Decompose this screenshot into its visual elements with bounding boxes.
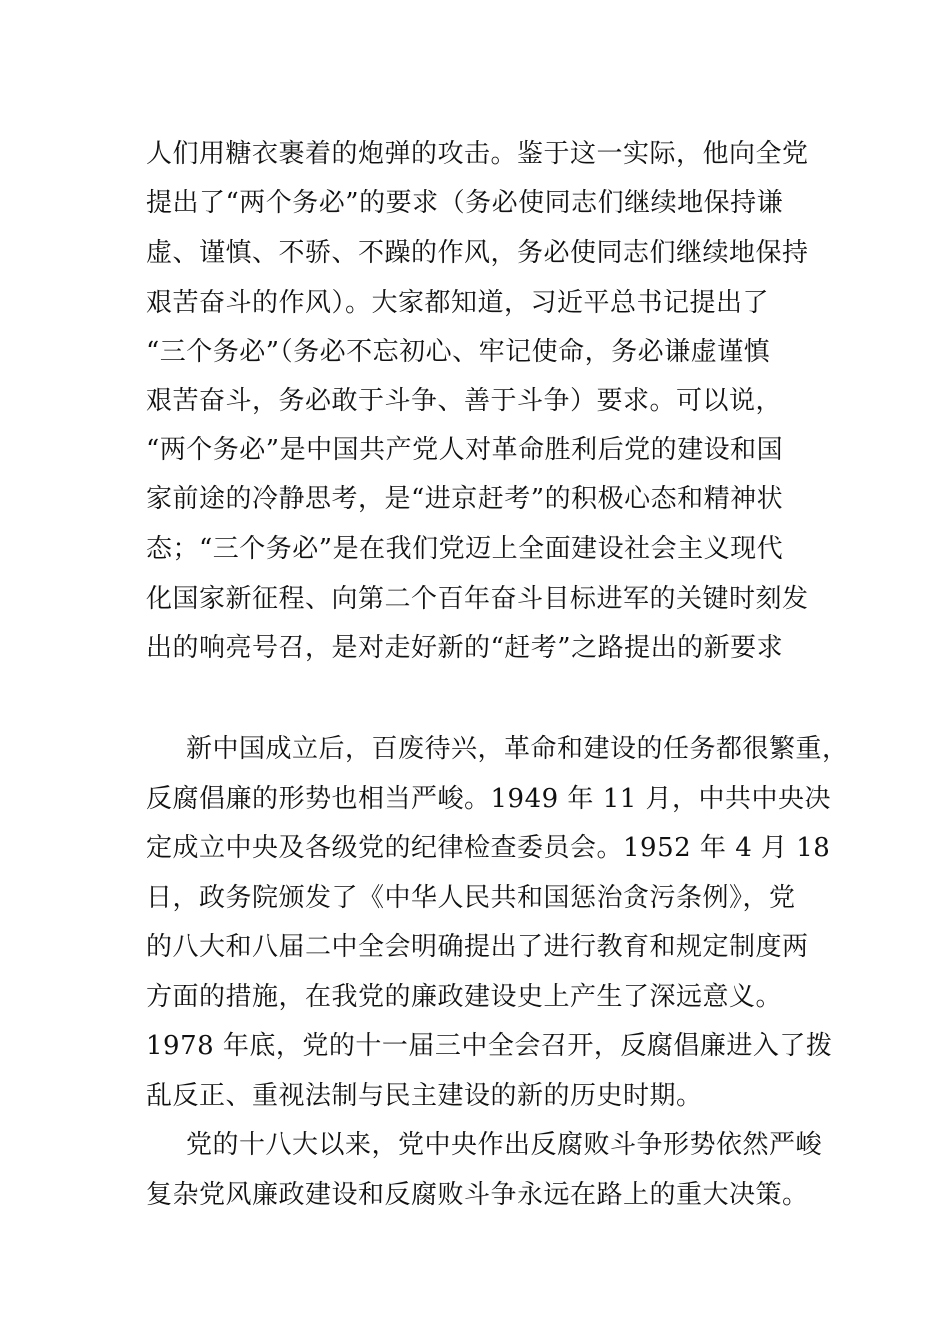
text-line: 乱反正、重视法制与民主建设的新的历史时期。 <box>146 1081 703 1111</box>
text-line: 方面的措施，在我党的廉政建设史上产生了深远意义。 <box>146 982 783 1012</box>
text-line: “两个务必”是中国共产党人对革命胜利后党的建设和国 <box>146 435 784 465</box>
paragraph-first-line: 新中国成立后，百废待兴，革命和建设的任务都很繁重， <box>186 734 849 764</box>
text-line: 虚、谨慎、不骄、不躁的作风，务必使同志们继续地保持 <box>146 238 809 268</box>
text-line: 反腐倡廉的形势也相当严峻。1949 年 11 月，中共中央决 <box>146 784 832 814</box>
text-line: 的八大和八届二中全会明确提出了进行教育和规定制度两 <box>146 932 809 962</box>
text-line: 出的响亮号召，是对走好新的“赶考”之路提出的新要求 <box>146 633 784 663</box>
text-line: 1978 年底，党的十一届三中全会召开，反腐倡廉进入了拨 <box>146 1031 833 1061</box>
text-line: 复杂党风廉政建设和反腐败斗争永远在路上的重大决策。 <box>146 1180 809 1210</box>
text-line: 家前途的冷静思考，是“进京赶考”的积极心态和精神状 <box>146 484 784 514</box>
text-line: “三个务必”（务必不忘初心、牢记使命，务必谦虚谨慎 <box>146 337 771 367</box>
text-line: 态；“三个务必”是在我们党迈上全面建设社会主义现代 <box>146 534 784 564</box>
text-line: 日，政务院颁发了《中华人民共和国惩治贪污条例》，党 <box>146 883 796 913</box>
text-line: 人们用糖衣裹着的炮弹的攻击。鉴于这一实际，他向全党 <box>146 139 809 169</box>
text-line: 定成立中央及各级党的纪律检查委员会。1952 年 4 月 18 <box>146 833 831 863</box>
text-line: 提出了“两个务必”的要求（务必使同志们继续地保持谦 <box>146 188 784 218</box>
text-line: 艰苦奋斗的作风）。大家都知道，习近平总书记提出了 <box>146 288 770 318</box>
text-line: 艰苦奋斗，务必敢于斗争、善于斗争）要求。可以说， <box>146 386 783 416</box>
paragraph-first-line: 党的十八大以来，党中央作出反腐败斗争形势依然严峻 <box>186 1130 823 1160</box>
text-line: 化国家新征程、向第二个百年奋斗目标进军的关键时刻发 <box>146 584 809 614</box>
